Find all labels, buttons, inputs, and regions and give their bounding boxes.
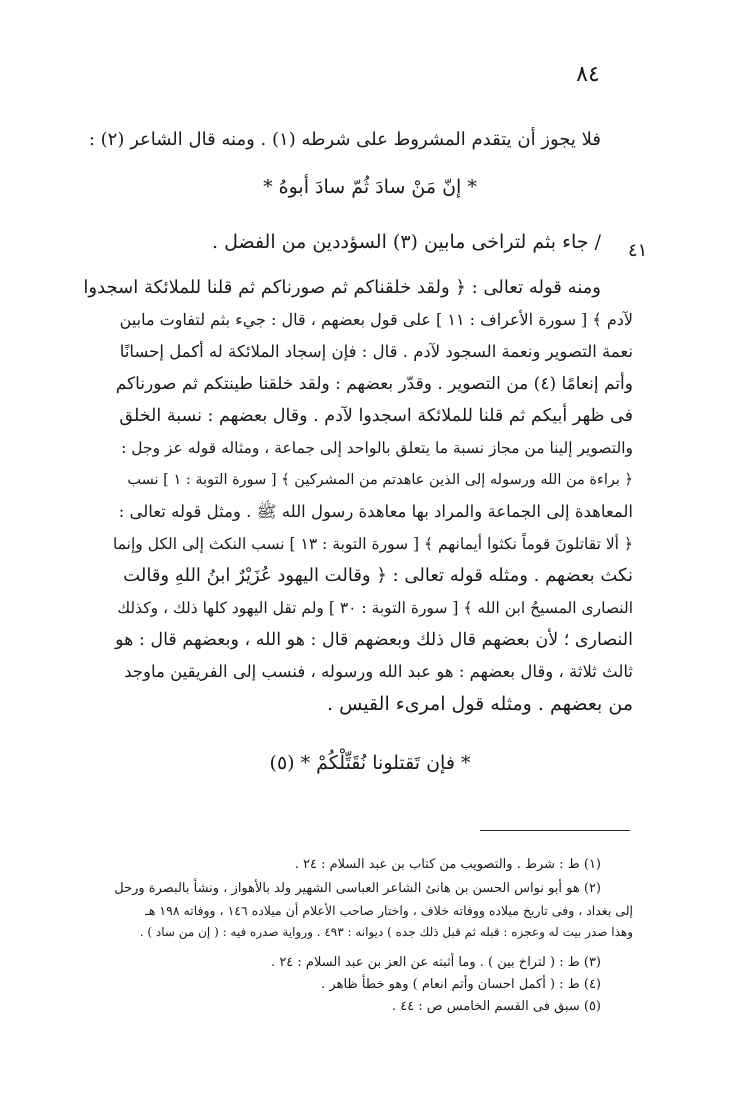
body-line: وأتم إنعامًا (٤) من التصوير . وقدّر بعضهم : ولقد خلقنا طينتكم ثم صورناكم	[115, 374, 633, 394]
body-line: ومنه قوله تعالى : ﴿ ولقد خلقناكم ثم صورناكم ثم قلنا للملائكة اسجدوا	[83, 277, 601, 298]
intro-line: فلا يجوز أن يتقدم المشروط على شرطه (١) . ومنه قال الشاعر (٢) :	[88, 129, 601, 150]
verse-commentary-line: / جاء بثم لتراخى مابين (٣) السؤددين من الفضل .	[212, 231, 601, 253]
body-line: نكث بعضهم . ومثله قوله تعالى : ﴿ وقالت اليهود عُزَيْرٌ ابنُ اللهِ وقالت	[123, 565, 633, 586]
footnote-3: (٣) ط : ( لتراخ بين ) . وما أثبته عن العز بن عبد السلام : ٢٤ .	[271, 955, 601, 970]
body-line: فى ظهر أبيكم ثم قلنا للملائكة اسجدوا لآدم . وقال بعضهم : نسبة الخلق	[119, 406, 633, 426]
body-line: ﴿ براءة من الله ورسوله إلى الذين عاهدتم من المشركين ﴾ [ سورة التوبة : ١ ] نسب	[127, 472, 633, 488]
footnote-4: (٤) ط : ( أكمل احسان وأتم انعام ) وهو خطأ ظاهر .	[321, 977, 601, 992]
body-line: النصارى المسيحُ ابن الله ﴾ [ سورة التوبة : ٣٠ ] ولم تقل اليهود كلها ذلك ، وكذلك	[117, 599, 633, 617]
verse-abu-nuwas: * إنّ مَنْ سادَ ثُمّ سادَ أبوهُ *	[263, 176, 477, 198]
footnote-2-continued: وهذا صدر بيت له وعجزه : قبله ثم قبل ذلك جده ) ديوانه : ٤٩٣ . ورواية صدره فيه : ( إن من ساد ) .	[139, 925, 633, 939]
body-line: المعاهدة إلى الجماعة والمراد بها معاهدة رسول الله ﷺ . ومثل قوله تعالى :	[118, 502, 633, 521]
page-number: ٨٤	[576, 62, 600, 87]
footnote-2: (٢) هو أبو نواس الحسن بن هانئ الشاعر العباسى الشهير ولد بالأهواز ، ونشأ بالبصرة ورحل	[114, 881, 601, 896]
body-line: ﴿ ألا تقاتلونَ قوماً نكثوا أيمانهم ﴾ [ سورة التوبة : ١٣ ] نسب النكث إلى الكل وإنما	[113, 535, 633, 553]
body-line: من بعضهم . ومثله قول امرىء القيس .	[327, 693, 633, 715]
margin-page-reference: ٤١	[628, 240, 648, 261]
body-line: ثالث ثلاثة ، وقال بعضهم : هو عبد الله ورسوله ، فنسب إلى الفريقين ماوجد	[124, 662, 633, 681]
verse-imru-al-qays: * فإن تَقتلونا نُقَتِّلْكُمْ * (٥)	[269, 752, 471, 774]
body-line: لآدم ﴾ [ سورة الأعراف : ١١ ] على قول بعضهم ، قال : جيء بثم لتفاوت مابين	[119, 310, 633, 329]
body-line: نعمة التصوير ونعمة السجود لآدم . قال : فإن إسجاد الملائكة له أكمل إحسانًا	[119, 342, 633, 361]
footnote-5: (٥) سبق فى القسم الخامس ص : ٤٤ .	[392, 999, 601, 1014]
body-line: والتصوير إلينا من مجاز نسبة ما يتعلق بالواحد إلى جماعة ، ومثاله قوله عز وجل :	[121, 439, 633, 457]
footnote-1: (١) ط : شرط . والتصويب من كتاب بن عبد السلام : ٢٤ .	[294, 857, 601, 872]
body-line: النصارى ؛ لأن بعضهم قال ذلك وبعضهم قال : هو الله ، وبعضهم قال : هو	[115, 630, 633, 650]
footnote-divider	[480, 830, 630, 831]
footnote-2-continued: إلى بغداد ، وفى تاريخ ميلاده ووفاته خلاف ، واختار صاحب الأعلام أن ميلاده ١٤٦ ، ووفاته ١٩٨ هـ	[145, 903, 633, 918]
